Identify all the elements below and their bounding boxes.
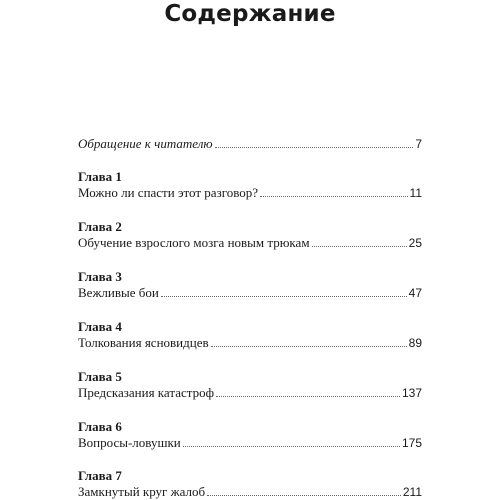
dot-leader xyxy=(216,395,400,397)
toc-entry-title: Толкования ясновидцев xyxy=(78,335,209,350)
dot-leader xyxy=(161,295,407,297)
toc-entry-chapter-3[interactable] xyxy=(78,269,422,301)
dot-leader xyxy=(215,146,414,148)
dot-leader xyxy=(207,494,401,496)
toc-entry-title: Замкнутый круг жалоб xyxy=(78,484,206,499)
toc-page-number: 137 xyxy=(401,386,422,400)
toc-entry-chapter-5[interactable] xyxy=(78,369,422,401)
toc-entry-title: Можно ли спасти этот разговор? xyxy=(78,185,259,200)
toc-line xyxy=(78,435,422,451)
dot-leader xyxy=(211,345,407,347)
toc-entry-chapter-2[interactable] xyxy=(78,219,422,251)
toc-line xyxy=(78,185,422,201)
toc-page-number: 89 xyxy=(408,336,422,350)
chapter-label: Глава 5 xyxy=(78,369,122,384)
chapter-label: Глава 3 xyxy=(78,269,122,284)
chapter-label: Глава 2 xyxy=(78,219,122,234)
toc-line xyxy=(78,235,422,251)
toc-line xyxy=(78,385,422,401)
toc-entry-title: Вежливые бои xyxy=(78,285,159,300)
toc-entry-title: Обращение к читателю xyxy=(78,136,213,151)
toc-page-number: 175 xyxy=(401,436,422,450)
toc-page-number: 211 xyxy=(402,485,422,499)
toc-entry-intro[interactable] xyxy=(78,136,422,152)
chapter-label: Глава 4 xyxy=(78,319,122,334)
toc-page-number: 47 xyxy=(408,286,422,300)
toc-page-number: 25 xyxy=(408,236,422,250)
toc-line xyxy=(78,136,422,152)
toc-entry-chapter-6[interactable] xyxy=(78,419,422,451)
toc-entry-title: Вопросы-ловушки xyxy=(78,435,181,450)
dot-leader xyxy=(312,245,407,247)
toc-page-number: 11 xyxy=(409,186,422,200)
dot-leader xyxy=(260,195,407,197)
chapter-label: Глава 7 xyxy=(78,468,122,483)
toc-entry-chapter-7[interactable] xyxy=(78,468,422,500)
toc-entry-chapter-4[interactable] xyxy=(78,319,422,351)
toc-entry-title: Предсказания катастроф xyxy=(78,385,215,400)
chapter-label: Глава 1 xyxy=(78,169,122,184)
toc-entry-title: Обучение взрослого мозга новым трюкам xyxy=(78,235,310,250)
toc-line xyxy=(78,285,422,301)
dot-leader xyxy=(183,445,400,447)
toc-line xyxy=(78,484,422,500)
toc-page-number: 7 xyxy=(415,137,422,151)
chapter-label: Глава 6 xyxy=(78,419,122,434)
page-title: Содержание xyxy=(164,1,336,27)
toc-entry-chapter-1[interactable] xyxy=(78,169,422,201)
toc-line xyxy=(78,335,422,351)
